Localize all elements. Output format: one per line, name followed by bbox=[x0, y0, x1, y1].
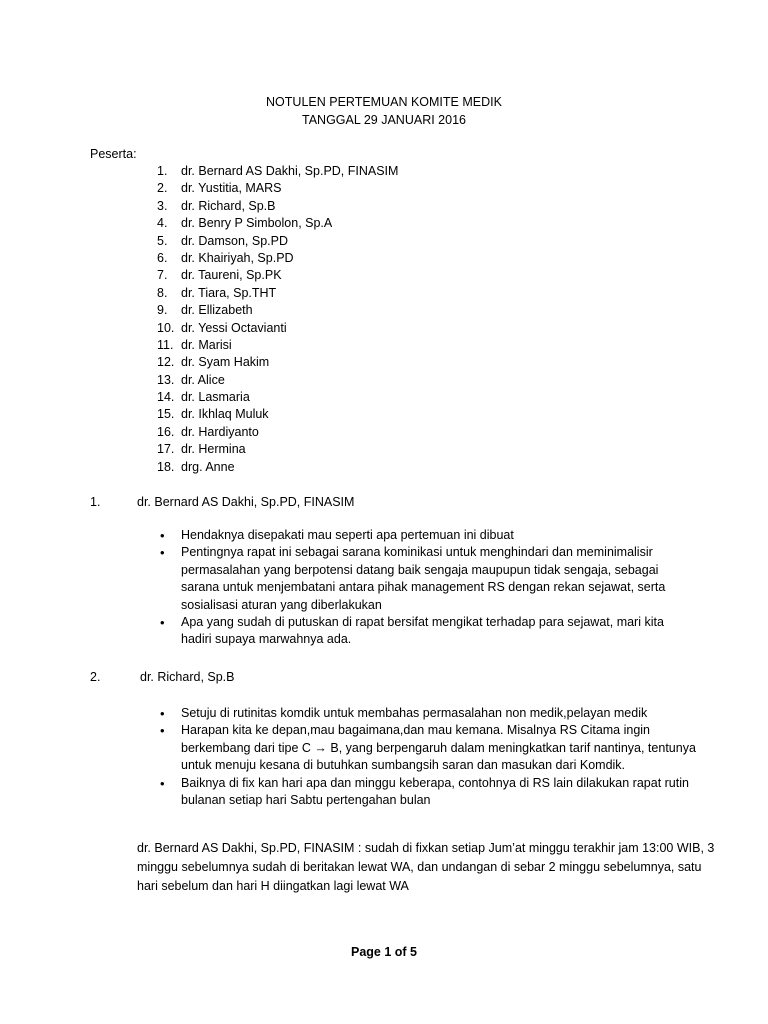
participant-item bbox=[90, 320, 398, 337]
participant-number: 15. bbox=[157, 407, 175, 422]
participant-item bbox=[90, 302, 398, 319]
closing-paragraph: dr. Bernard AS Dakhi, Sp.PD, FINASIM : sudah di fixkan setiap Jum’at minggu terakhir jam 13:00 WIB, 3 minggu sebelumnya sudah di beritakan lewat WA, dan undangan di sebar 2 minggu sebelumnya, satu hari sebelum dan hari H diingatkan lagi lewat WA bbox=[137, 841, 715, 893]
participant-item bbox=[90, 389, 398, 406]
participant-name: dr. Taureni, Sp.PK bbox=[181, 268, 282, 283]
participant-item bbox=[90, 180, 398, 197]
section-bullet-list bbox=[137, 705, 697, 809]
section-bullet-list bbox=[137, 527, 697, 649]
participant-name: dr. Bernard AS Dakhi, Sp.PD, FINASIM bbox=[181, 164, 399, 178]
bullet-text: Baiknya di fix kan hari apa dan minggu keberapa, contohnya di RS lain dilakukan rapat rutin bulanan setiap hari Sabtu pertengahan bulan bbox=[181, 775, 689, 808]
document-title: NOTULEN PERTEMUAN KOMITE MEDIK bbox=[266, 95, 502, 109]
participant-item bbox=[90, 372, 398, 389]
participants-label: Peserta: bbox=[90, 147, 137, 161]
participant-number: 9. bbox=[157, 303, 168, 318]
bullet-item bbox=[137, 775, 697, 810]
participant-number: 16. bbox=[157, 424, 175, 439]
participant-number: 3. bbox=[157, 198, 168, 213]
participant-name: dr. Yustitia, MARS bbox=[181, 181, 282, 196]
participant-name: dr. Benry P Simbolon, Sp.A bbox=[181, 216, 333, 231]
participant-name: dr. Yessi Octavianti bbox=[181, 320, 287, 335]
participant-item bbox=[90, 424, 398, 441]
bullet-marker: • bbox=[160, 528, 165, 543]
bullet-marker: • bbox=[160, 706, 165, 721]
participant-name: dr. Syam Hakim bbox=[181, 355, 270, 370]
participants-list bbox=[90, 163, 398, 476]
section-number: 2. bbox=[90, 670, 101, 684]
bullet-marker: • bbox=[160, 775, 165, 791]
participant-item bbox=[90, 406, 398, 423]
page-number: Page 1 of 5 bbox=[351, 945, 417, 959]
participant-number: 11. bbox=[157, 337, 174, 352]
participant-number: 17. bbox=[157, 442, 175, 457]
participant-number: 4. bbox=[157, 216, 168, 231]
participant-item bbox=[90, 198, 398, 215]
participant-item bbox=[90, 163, 398, 180]
section-number: 1. bbox=[90, 495, 101, 509]
participant-item bbox=[90, 337, 398, 354]
participant-item bbox=[90, 441, 398, 458]
bullet-marker: • bbox=[160, 545, 165, 561]
bullet-item bbox=[137, 614, 697, 649]
participant-number: 8. bbox=[157, 285, 168, 300]
participant-name: dr. Ellizabeth bbox=[181, 303, 253, 318]
participant-number: 18. bbox=[157, 459, 175, 474]
participant-name: dr. Marisi bbox=[181, 337, 232, 352]
participant-number: 10. bbox=[157, 320, 175, 335]
participant-name: dr. Alice bbox=[181, 372, 225, 387]
document-date: TANGGAL 29 JANUARI 2016 bbox=[302, 113, 466, 127]
bullet-text: Setuju di rutinitas komdik untuk membahas permasalahan non medik,pelayan medik bbox=[181, 706, 648, 720]
participant-item bbox=[90, 215, 398, 232]
participant-name: dr. Ikhlaq Muluk bbox=[181, 407, 269, 422]
bullet-item bbox=[137, 705, 697, 722]
bullet-text: Pentingnya rapat ini sebagai sarana kominikasi untuk menghindari dan meminimalisir permasalahan yang berpotensi datang baik sengaja maupupun tidak sengaja, sebagai sarana untuk menjembatani antara pihak management RS dengan rekan sejawat, serta sosialisasi aturan yang diberlakukan bbox=[181, 545, 666, 612]
participant-number: 5. bbox=[157, 233, 168, 248]
participant-name: drg. Anne bbox=[181, 459, 235, 474]
participant-item bbox=[90, 267, 398, 284]
participant-name: dr. Damson, Sp.PD bbox=[181, 233, 288, 248]
participant-number: 1. bbox=[157, 164, 168, 178]
bullet-text: Harapan kita ke depan,mau bagaimana,dan mau kemana. Misalnya RS Citama ingin berkembang dari tipe C → B, yang berpengaruh dalam meningkatkan tarif nantinya, tentunya untuk menuju kesana di butuhkan sumbangsih saran dan masukan dari Komdik. bbox=[181, 723, 696, 773]
participant-name: dr. Hermina bbox=[181, 442, 246, 457]
participant-item bbox=[90, 250, 398, 267]
participant-item bbox=[90, 459, 398, 476]
bullet-marker: • bbox=[160, 723, 165, 739]
participant-number: 6. bbox=[157, 250, 168, 265]
bullet-marker: • bbox=[160, 615, 165, 631]
participant-name: dr. Lasmaria bbox=[181, 390, 250, 405]
participant-name: dr. Hardiyanto bbox=[181, 424, 259, 439]
participant-item bbox=[90, 233, 398, 250]
participant-name: dr. Richard, Sp.B bbox=[181, 198, 276, 213]
participant-name: dr. Khairiyah, Sp.PD bbox=[181, 250, 294, 265]
section-speaker: dr. Richard, Sp.B bbox=[140, 670, 235, 684]
bullet-text: Apa yang sudah di putuskan di rapat bersifat mengikat terhadap para sejawat, mari kita hadiri supaya marwahnya ada. bbox=[181, 615, 664, 647]
participant-number: 7. bbox=[157, 268, 168, 283]
participant-number: 14. bbox=[157, 390, 175, 405]
participant-item bbox=[90, 285, 398, 302]
bullet-item bbox=[137, 527, 697, 544]
participant-name: dr. Tiara, Sp.THT bbox=[181, 285, 277, 300]
participant-number: 13. bbox=[157, 372, 175, 387]
participant-number: 12. bbox=[157, 355, 175, 370]
participant-item bbox=[90, 354, 398, 371]
participant-number: 2. bbox=[157, 181, 168, 196]
section-speaker: dr. Bernard AS Dakhi, Sp.PD, FINASIM bbox=[137, 495, 355, 509]
bullet-item bbox=[137, 544, 697, 614]
bullet-item bbox=[137, 722, 697, 774]
bullet-text: Hendaknya disepakati mau seperti apa pertemuan ini dibuat bbox=[181, 528, 514, 542]
